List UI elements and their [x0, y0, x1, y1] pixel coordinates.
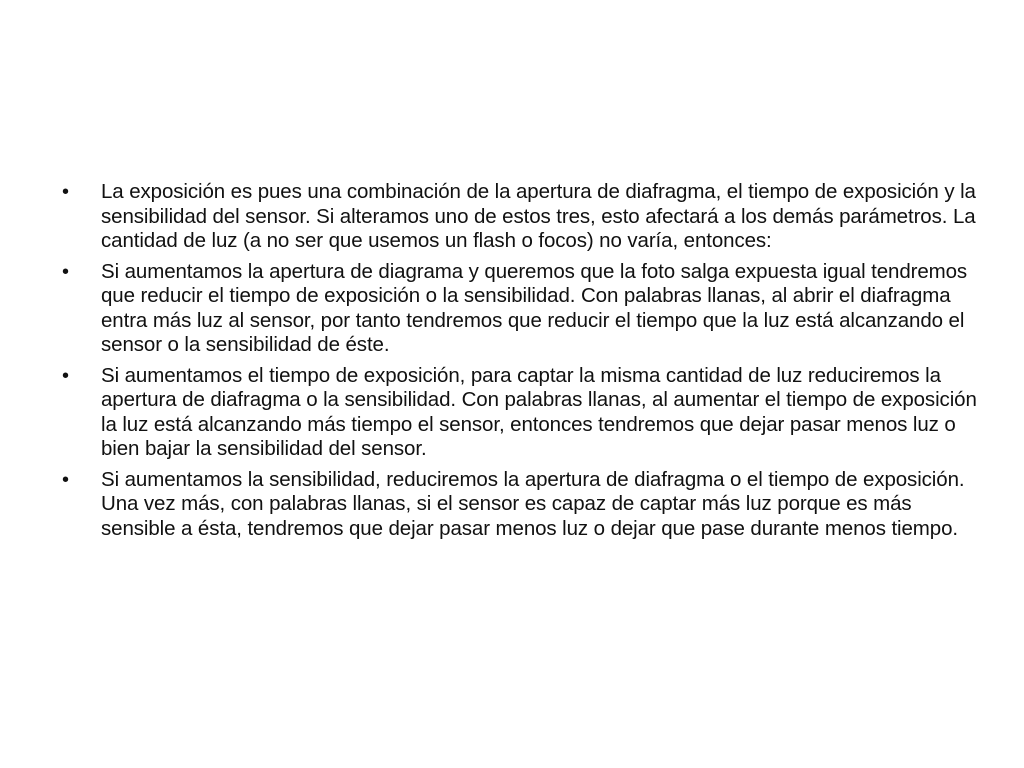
- bullet-marker: •: [62, 181, 69, 203]
- bullet-text: La exposición es pues una combinación de la apertura de diafragma, el tiempo de exposición y la sensibilidad del sensor. Si alteramos uno de estos tres, esto afectará a los demás parámetros. La cantidad de luz (a no ser que usemos un flash o focos) no varía, entonces:: [101, 180, 976, 252]
- bullet-item-2: [52, 260, 982, 358]
- bullet-text: Si aumentamos la sensibilidad, reduciremos la apertura de diafragma o el tiempo de exposición. Una vez más, con palabras llanas, si el sensor es capaz de captar más luz porque es más sensible a ésta, tendremos que dejar pasar menos luz o dejar que pase durante menos tiempo.: [101, 467, 965, 540]
- bullet-item-3: [52, 364, 982, 462]
- bullet-marker: •: [62, 364, 69, 387]
- bullet-marker: •: [62, 468, 69, 491]
- bullet-text: Si aumentamos el tiempo de exposición, para captar la misma cantidad de luz reduciremos la apertura de diafragma o la sensibilidad. Con palabras llanas, al aumentar el tiempo de exposición la luz está alcanzando más tiempo el sensor, entonces tendremos que dejar pasar menos luz o bien bajar la sensibilidad del sensor.: [101, 363, 977, 460]
- bullet-item-4: [52, 468, 982, 542]
- bullet-text: Si aumentamos la apertura de diagrama y queremos que la foto salga expuesta igual tendremos que reducir el tiempo de exposición o la sensibilidad. Con palabras llanas, al abrir el diafragma entra más luz al sensor, por tanto tendremos que reducir el tiempo que la luz está alcanzando el sensor o la sensibilidad de éste.: [101, 259, 968, 356]
- bullet-list: [52, 180, 982, 547]
- bullet-item-1: [52, 180, 982, 254]
- bullet-marker: •: [62, 260, 69, 283]
